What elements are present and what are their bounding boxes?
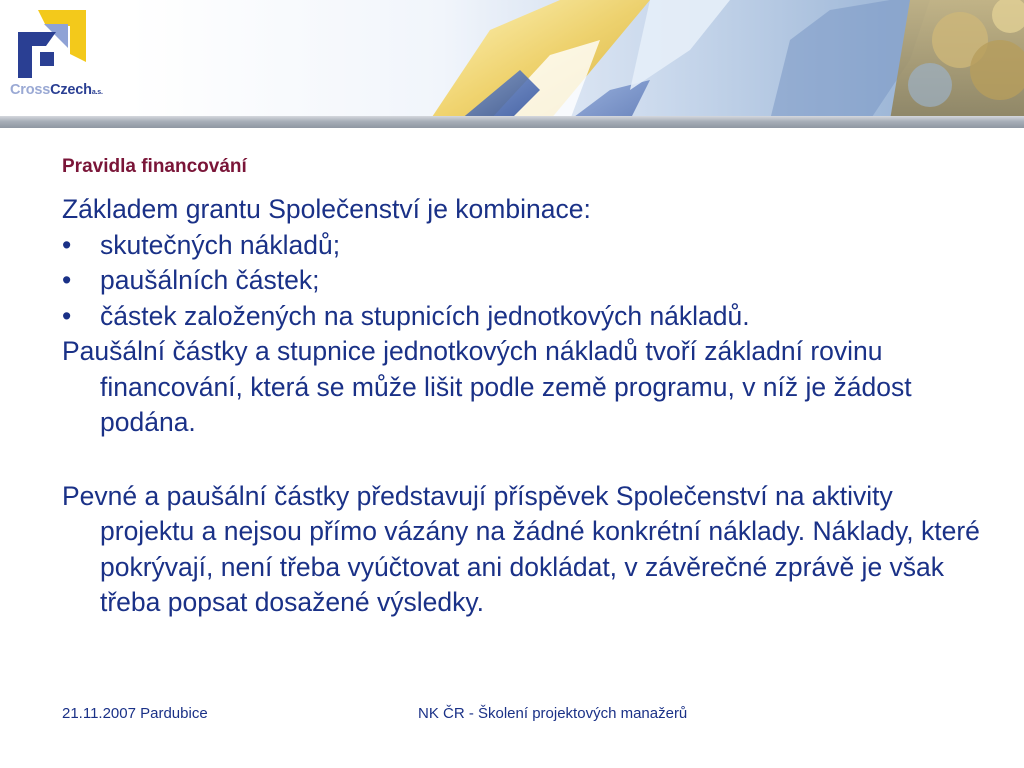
header <box>0 0 1024 128</box>
bullet-text: částek založených na stupnicích jednotkových nákladů. <box>100 300 750 331</box>
slide-title: Pravidla financování <box>62 156 247 177</box>
bullet-text: paušálních částek; <box>100 265 320 295</box>
intro-text: Základem grantu Společenství je kombinace: <box>62 194 591 224</box>
bullet-icon: • <box>62 300 72 331</box>
logo-mark-icon <box>10 6 90 82</box>
header-banner-image <box>130 0 1024 120</box>
header-separator-bar <box>0 116 1024 128</box>
logo-wordmark <box>10 82 103 98</box>
paragraph-1: Paušální částky a stupnice jednotkových nákladů tvoří základní rovinu financování, která se může lišit podle země programu, v níž je žádost podána. <box>62 336 912 437</box>
slide-footer <box>0 705 1024 735</box>
footer-date-place: 21.11.2007 Pardubice <box>62 705 208 722</box>
slide-content <box>62 192 992 621</box>
bullet-item <box>62 299 992 335</box>
logo-wordmark-suffix: a.s. <box>91 89 103 96</box>
logo-wordmark-czech: Czech <box>50 82 92 98</box>
bullet-item <box>62 228 992 264</box>
bullet-icon: • <box>62 265 72 295</box>
crossczech-logo <box>0 0 130 120</box>
bullet-icon: • <box>62 229 72 260</box>
paragraph-2: Pevné a paušální částky představují příspěvek Společenství na aktivity projektu a nejsou přímo vázány na žádné konkrétní náklady. Náklady, které pokrývají, není třeba vyúčtovat ani dokládat, v závěrečné zprávě je však třeba popsat dosažené výsledky. <box>62 480 980 617</box>
logo-wordmark-cross: Cross <box>10 82 51 98</box>
paragraph-spacer <box>62 441 992 479</box>
bullet-item <box>62 263 992 299</box>
bullet-text: skutečných nákladů; <box>100 229 341 260</box>
footer-center-text: NK ČR - Školení projektových manažerů <box>418 705 688 722</box>
